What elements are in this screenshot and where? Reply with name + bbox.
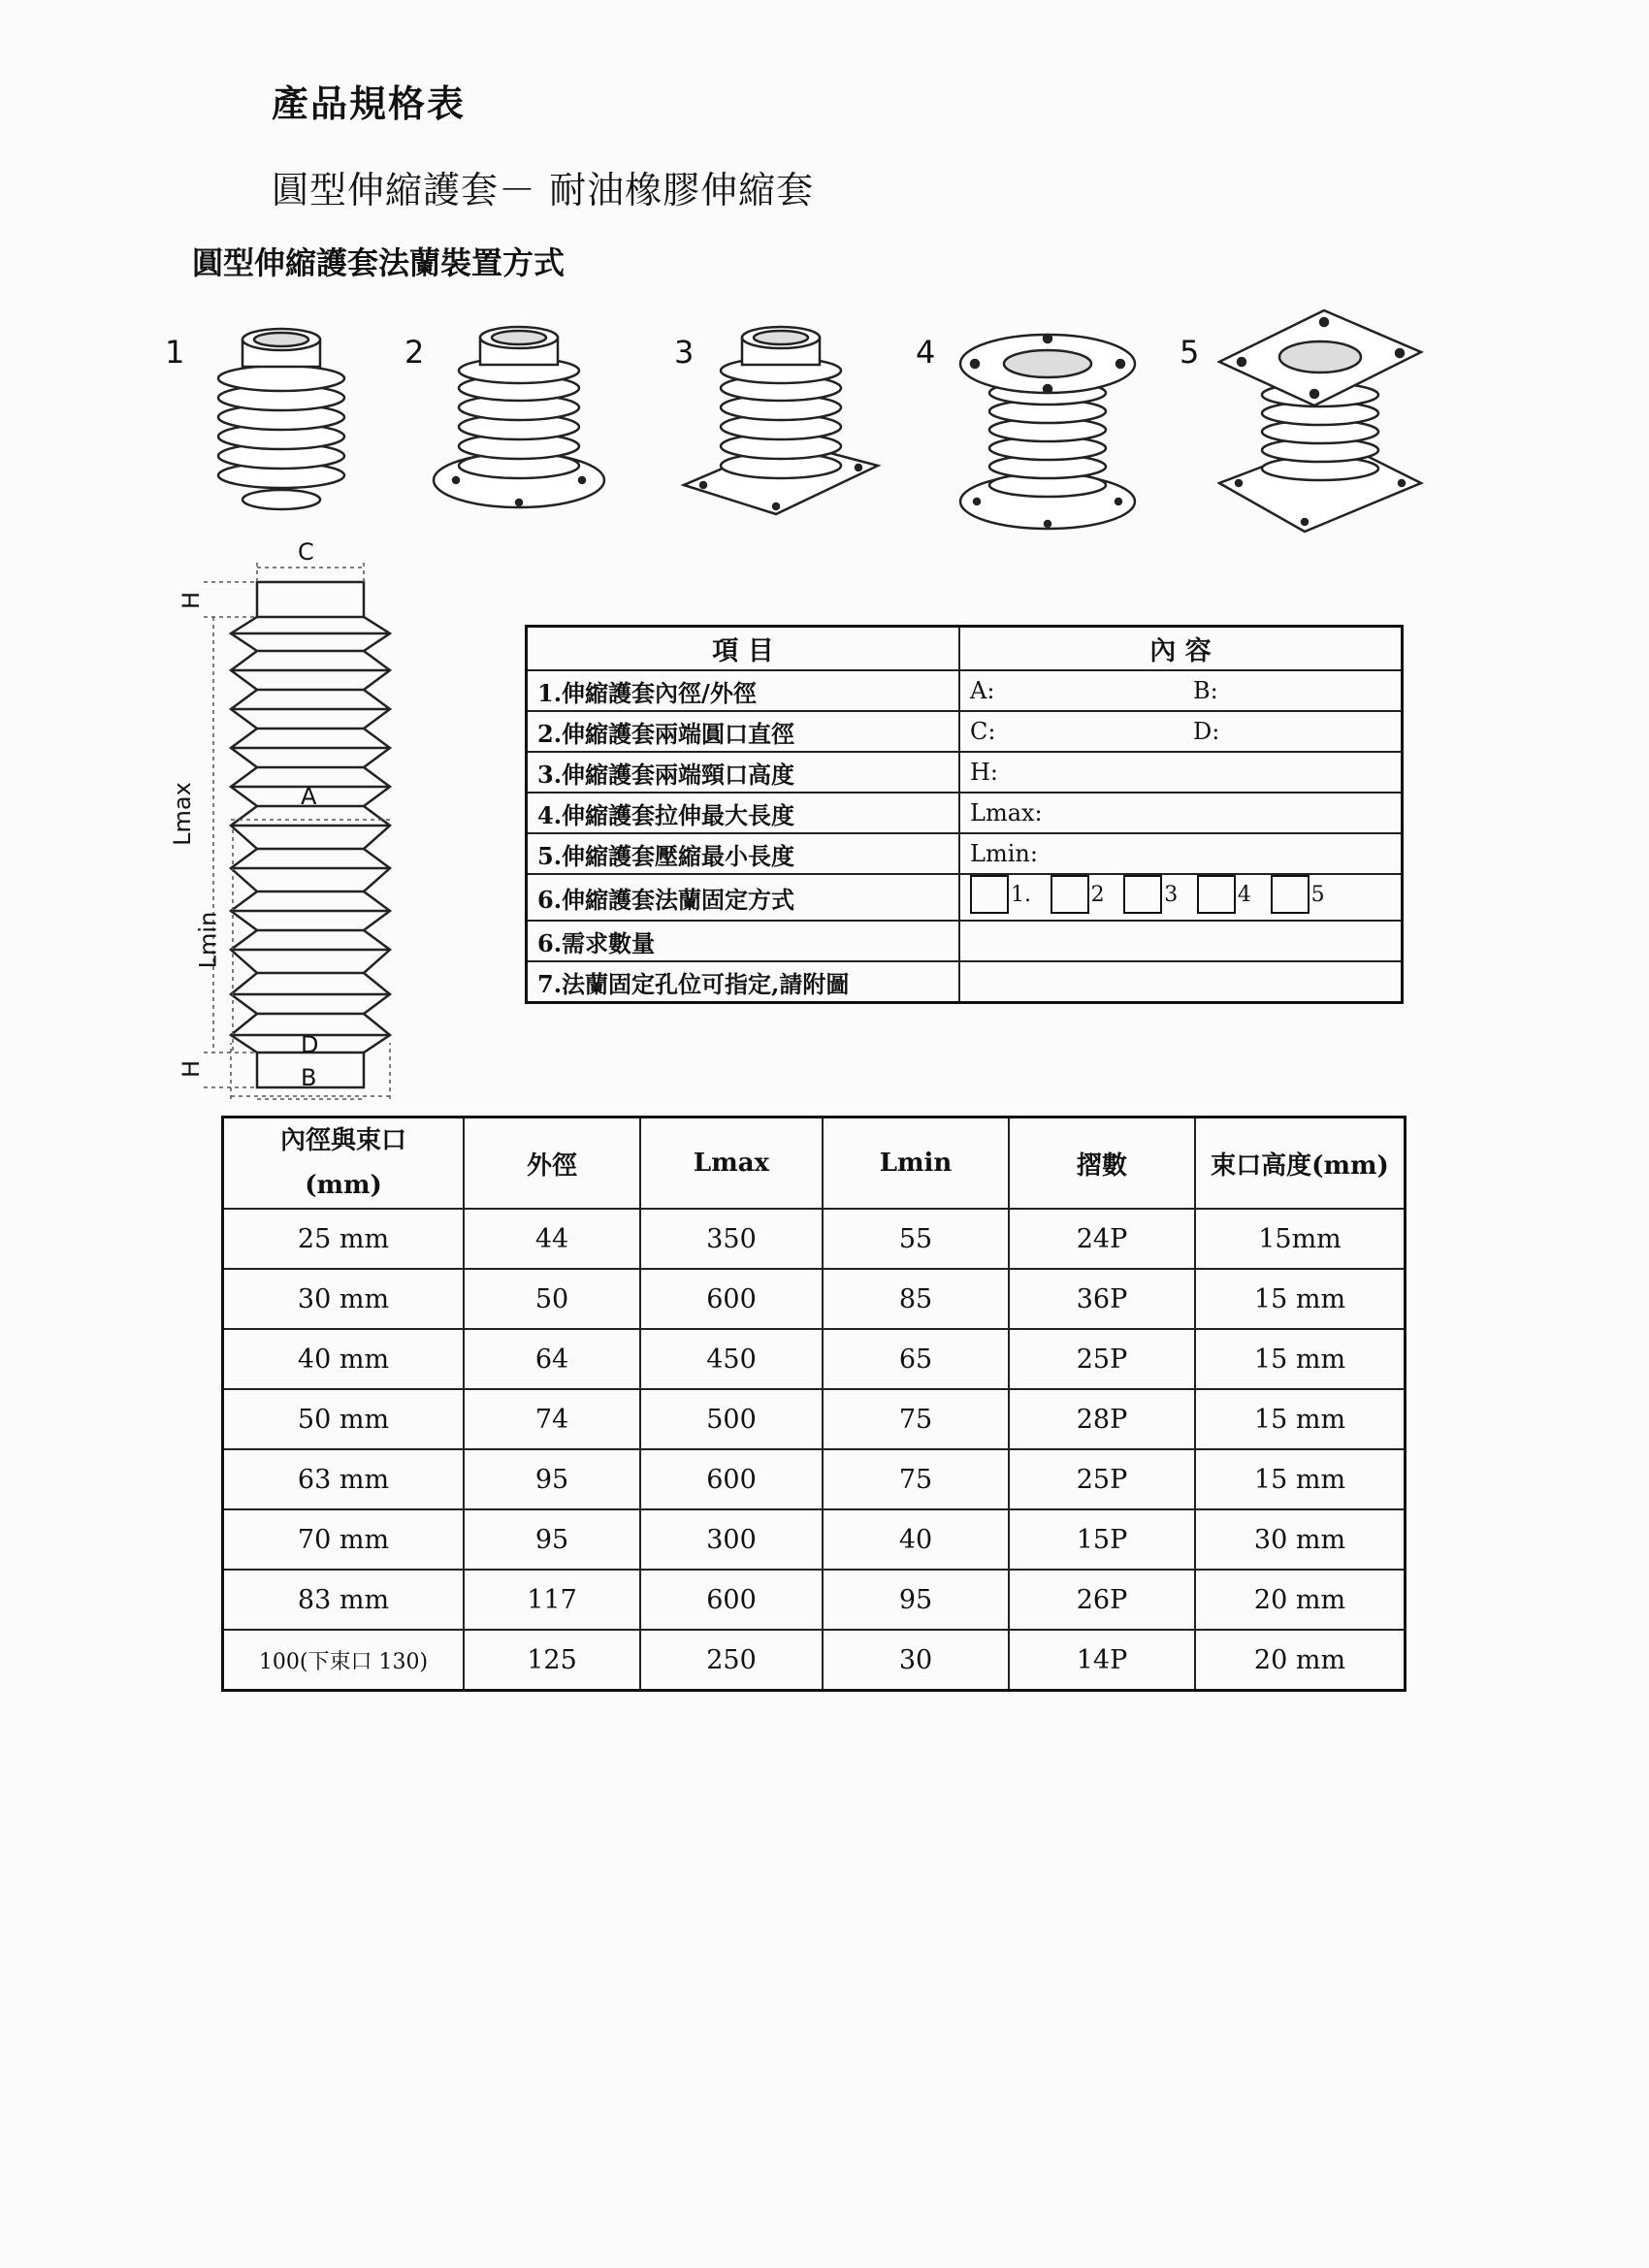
cell-lmin: 40 [823,1509,1009,1570]
flange-option-label: 5 [1310,882,1325,907]
cell-lmax: 600 [640,1269,823,1329]
cell-outer-diameter: 117 [464,1570,640,1630]
cell-folds: 15P [1009,1509,1195,1570]
cell-outer-diameter: 50 [464,1269,640,1329]
figure-number-2: 2 [404,334,425,371]
size-table-body [223,1209,1406,1691]
cell-outer-diameter: 74 [464,1389,640,1449]
cell-folds: 25P [1009,1449,1195,1509]
spec-value-quantity[interactable] [959,921,1403,961]
table-row [223,1269,1406,1329]
header-line: (mm) [305,1171,382,1200]
cell-neck-height: 15 mm [1195,1269,1406,1329]
cell-lmax: 250 [640,1630,823,1691]
checkbox[interactable] [1051,875,1089,914]
cell-lmax: 350 [640,1209,823,1269]
cell-outer-diameter: 125 [464,1630,640,1691]
cell-inner-diameter: 63 mm [223,1449,465,1509]
cell-neck-height: 15 mm [1195,1389,1406,1449]
cell-folds: 36P [1009,1269,1195,1329]
dimension-label-h-bottom: H [178,1059,206,1079]
bellows-dimension-diagram [146,538,407,1101]
cell-outer-diameter: 44 [464,1209,640,1269]
cell-neck-height: 20 mm [1195,1570,1406,1630]
cell-outer-diameter: 64 [464,1329,640,1389]
cell-lmax: 600 [640,1570,823,1630]
size-header-inner-diameter [223,1118,465,1210]
cell-neck-height: 15mm [1195,1209,1406,1269]
flange-option-label: 3 [1164,882,1179,907]
spec-header-content: 內 容 [959,627,1403,671]
figure-number-3: 3 [674,334,695,371]
cell-lmin: 95 [823,1570,1009,1630]
dimension-label-d: D [301,1031,319,1058]
spec-row [527,670,1403,711]
spec-item: 2.伸縮護套兩端圓口直徑 [527,711,960,752]
spec-table-header-row [527,627,1403,671]
bellows-plain-illustration [209,320,354,514]
spec-row [527,833,1403,874]
flange-option-1[interactable] [970,875,1031,914]
size-header-folds: 摺數 [1009,1118,1195,1210]
spec-row [527,711,1403,752]
spec-header-item: 項 目 [527,627,960,671]
page-subtitle: 圓型伸縮護套－ 耐油橡膠伸縮套 [272,169,815,211]
cell-neck-height: 20 mm [1195,1630,1406,1691]
cell-outer-diameter: 95 [464,1449,640,1509]
dimension-label-lmin: Lmin [194,911,222,969]
spec-value-lmax: Lmax: [959,793,1403,833]
size-header-outer-diameter: 外徑 [464,1118,640,1210]
page-title: 產品規格表 [272,81,467,125]
cell-inner-diameter: 25 mm [223,1209,465,1269]
cell-lmin: 55 [823,1209,1009,1269]
cell-inner-diameter: 50 mm [223,1389,465,1449]
cell-neck-height: 15 mm [1195,1329,1406,1389]
flange-option-3[interactable] [1123,875,1178,914]
spec-value [959,711,1403,752]
cell-lmax: 450 [640,1329,823,1389]
table-row [223,1570,1406,1630]
spec-item: 4.伸縮護套拉伸最大長度 [527,793,960,833]
spec-item: 6.伸縮護套法蘭固定方式 [527,874,960,921]
flange-option-label: 1. [1011,882,1031,907]
spec-item: 6.需求數量 [527,921,960,961]
cell-outer-diameter: 95 [464,1509,640,1570]
cell-lmin: 75 [823,1389,1009,1449]
cell-inner-diameter: 83 mm [223,1570,465,1630]
spec-row [527,752,1403,793]
figure-number-4: 4 [916,334,936,371]
spec-form-table [525,625,1404,1004]
dimension-label-a: A [301,783,317,810]
cell-folds: 25P [1009,1329,1195,1389]
dimension-label-b: B [301,1064,317,1091]
flange-option-2[interactable] [1051,875,1105,914]
cell-inner-diameter: 30 mm [223,1269,465,1329]
flange-option-label: 2 [1090,882,1105,907]
spec-value-hole-position[interactable] [959,961,1403,1003]
size-table [221,1116,1406,1692]
cell-folds: 28P [1009,1389,1195,1449]
checkbox[interactable] [1271,875,1310,914]
spec-value-c: C: [970,718,996,745]
cell-lmax: 600 [640,1449,823,1509]
cell-folds: 24P [1009,1209,1195,1269]
size-header-lmin: Lmin [823,1118,1009,1210]
cell-lmax: 300 [640,1509,823,1570]
bellows-square-flange-bottom-illustration [679,320,883,519]
header-line: 內徑與束口 [279,1126,406,1155]
dimension-label-c: C [298,538,314,566]
cell-inner-diameter: 100(下束口 130) [223,1630,465,1691]
spec-row [527,874,1403,921]
cell-inner-diameter: 70 mm [223,1509,465,1570]
table-row [223,1329,1406,1389]
bellows-square-flange-both-illustration [1217,308,1426,536]
cell-inner-diameter: 40 mm [223,1329,465,1389]
dimension-label-lmax: Lmax [168,782,196,846]
cell-folds: 26P [1009,1570,1195,1630]
table-row [223,1630,1406,1691]
figure-number-5: 5 [1180,334,1200,371]
cell-lmin: 75 [823,1449,1009,1509]
cell-lmin: 65 [823,1329,1009,1389]
spec-value [959,670,1403,711]
spec-value-d: D: [1193,718,1220,745]
section-heading: 圓型伸縮護套法蘭裝置方式 [192,244,566,281]
spec-item: 3.伸縮護套兩端頸口高度 [527,752,960,793]
dimension-label-h-top: H [178,591,206,610]
table-row [223,1209,1406,1269]
checkbox[interactable] [1197,875,1236,914]
size-table-header-row [223,1118,1406,1210]
bellows-round-flange-bottom-illustration [432,320,606,514]
spec-item: 7.法蘭固定孔位可指定,請附圖 [527,961,960,1003]
flange-option-4[interactable] [1197,875,1251,914]
table-row [223,1509,1406,1570]
spec-item: 5.伸縮護套壓縮最小長度 [527,833,960,874]
flange-option-group [959,874,1403,921]
cell-lmin: 85 [823,1269,1009,1329]
checkbox[interactable] [970,875,1009,914]
size-header-neck-height: 束口高度(mm) [1195,1118,1406,1210]
spec-row [527,793,1403,833]
table-row [223,1389,1406,1449]
spec-item: 1.伸縮護套內徑/外徑 [527,670,960,711]
spec-value-a: A: [970,677,995,704]
checkbox[interactable] [1123,875,1162,914]
figure-number-1: 1 [165,334,185,371]
bellows-round-flange-both-illustration [955,325,1140,534]
spec-value-h: H: [959,752,1403,793]
cell-neck-height: 15 mm [1195,1449,1406,1509]
spec-row [527,921,1403,961]
table-row [223,1449,1406,1509]
size-header-lmax: Lmax [640,1118,823,1210]
flange-option-label: 4 [1237,882,1251,907]
cell-lmax: 500 [640,1389,823,1449]
spec-row [527,961,1403,1003]
flange-option-5[interactable] [1271,875,1325,914]
cell-neck-height: 30 mm [1195,1509,1406,1570]
cell-lmin: 30 [823,1630,1009,1691]
cell-folds: 14P [1009,1630,1195,1691]
spec-value-b: B: [1193,677,1218,704]
spec-value-lmin: Lmin: [959,833,1403,874]
